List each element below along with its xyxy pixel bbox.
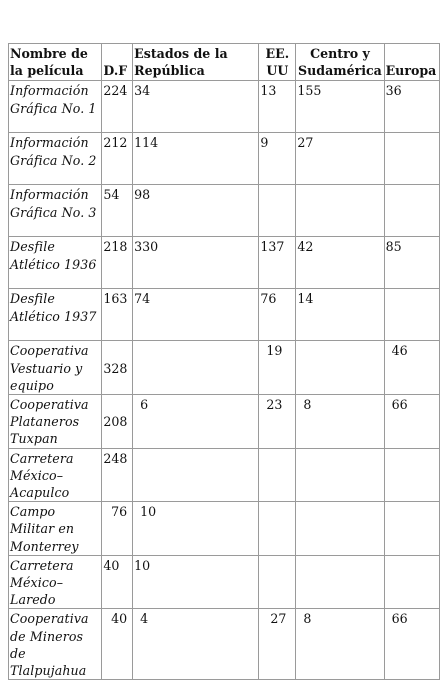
film-name-cell: Carretera México–Acapulco <box>9 448 102 502</box>
table-row <box>9 448 440 502</box>
europa-cell <box>384 185 439 237</box>
table-row <box>9 609 440 680</box>
table-row <box>9 289 440 341</box>
table-row <box>9 237 440 289</box>
eeuu-cell: 9 <box>259 133 296 185</box>
estados-cell: 34 <box>133 81 259 133</box>
film-name-cell: Desfile Atlético 1937 <box>9 289 102 341</box>
df-cell: 54 <box>102 185 133 237</box>
centro-cell <box>296 502 384 556</box>
df-cell: 224 <box>102 81 133 133</box>
centro-cell <box>296 555 384 609</box>
df-cell: 40 <box>102 555 133 609</box>
estados-cell: 10 <box>133 555 259 609</box>
film-name-cell: Desfile Atlético 1936 <box>9 237 102 289</box>
df-cell: 163 <box>102 289 133 341</box>
eeuu-cell: 13 <box>259 81 296 133</box>
table-row <box>9 133 440 185</box>
estados-cell: 74 <box>133 289 259 341</box>
centro-cell: 8 <box>296 395 384 449</box>
centro-cell <box>296 341 384 395</box>
centro-cell <box>296 448 384 502</box>
header-centro-sudamerica: Centro y Sudamérica <box>296 44 384 81</box>
estados-cell: 4 <box>133 609 259 680</box>
estados-cell <box>133 448 259 502</box>
table-row <box>9 395 440 449</box>
estados-cell: 6 <box>133 395 259 449</box>
table-row <box>9 555 440 609</box>
estados-cell: 114 <box>133 133 259 185</box>
df-cell: 248 <box>102 448 133 502</box>
eeuu-cell: 76 <box>259 289 296 341</box>
europa-cell <box>384 502 439 556</box>
europa-cell <box>384 555 439 609</box>
header-europa: Europa <box>384 44 439 81</box>
eeuu-cell <box>259 448 296 502</box>
estados-cell: 10 <box>133 502 259 556</box>
europa-cell: 46 <box>384 341 439 395</box>
eeuu-cell <box>259 185 296 237</box>
estados-cell <box>133 341 259 395</box>
eeuu-cell: 27 <box>259 609 296 680</box>
film-name-cell: Cooperativa Plataneros Tuxpan <box>9 395 102 449</box>
estados-cell: 330 <box>133 237 259 289</box>
europa-cell: 36 <box>384 81 439 133</box>
df-cell: 218 <box>102 237 133 289</box>
eeuu-cell <box>259 502 296 556</box>
film-name-cell: Información Gráfica No. 1 <box>9 81 102 133</box>
europa-cell: 66 <box>384 609 439 680</box>
eeuu-cell: 137 <box>259 237 296 289</box>
eeuu-cell: 19 <box>259 341 296 395</box>
df-cell: 40 <box>102 609 133 680</box>
df-cell: 328 <box>102 341 133 395</box>
eeuu-cell: 23 <box>259 395 296 449</box>
centro-cell: 42 <box>296 237 384 289</box>
df-cell: 76 <box>102 502 133 556</box>
table-row <box>9 341 440 395</box>
film-distribution-table <box>8 43 440 680</box>
centro-cell: 8 <box>296 609 384 680</box>
header-df: D.F <box>102 44 133 81</box>
estados-cell: 98 <box>133 185 259 237</box>
europa-cell: 66 <box>384 395 439 449</box>
df-cell: 208 <box>102 395 133 449</box>
eeuu-cell <box>259 555 296 609</box>
table-row <box>9 502 440 556</box>
film-name-cell: Cooperativa Vestuario y equipo <box>9 341 102 395</box>
film-name-cell: Campo Militar en Monterrey <box>9 502 102 556</box>
table-header-row <box>9 44 440 81</box>
film-name-cell: Información Gráfica No. 3 <box>9 185 102 237</box>
centro-cell: 155 <box>296 81 384 133</box>
header-eeuu: EE. UU <box>259 44 296 81</box>
europa-cell: 85 <box>384 237 439 289</box>
centro-cell: 27 <box>296 133 384 185</box>
europa-cell <box>384 448 439 502</box>
table-row <box>9 185 440 237</box>
header-estados: Estados de la República <box>133 44 259 81</box>
table-row <box>9 81 440 133</box>
df-cell: 212 <box>102 133 133 185</box>
europa-cell <box>384 133 439 185</box>
europa-cell <box>384 289 439 341</box>
header-film-name: Nombre de la película <box>9 44 102 81</box>
film-name-cell: Carretera México–Laredo <box>9 555 102 609</box>
centro-cell: 14 <box>296 289 384 341</box>
film-name-cell: Cooperativa de Mineros de Tlalpujahua <box>9 609 102 680</box>
film-name-cell: Información Gráfica No. 2 <box>9 133 102 185</box>
centro-cell <box>296 185 384 237</box>
